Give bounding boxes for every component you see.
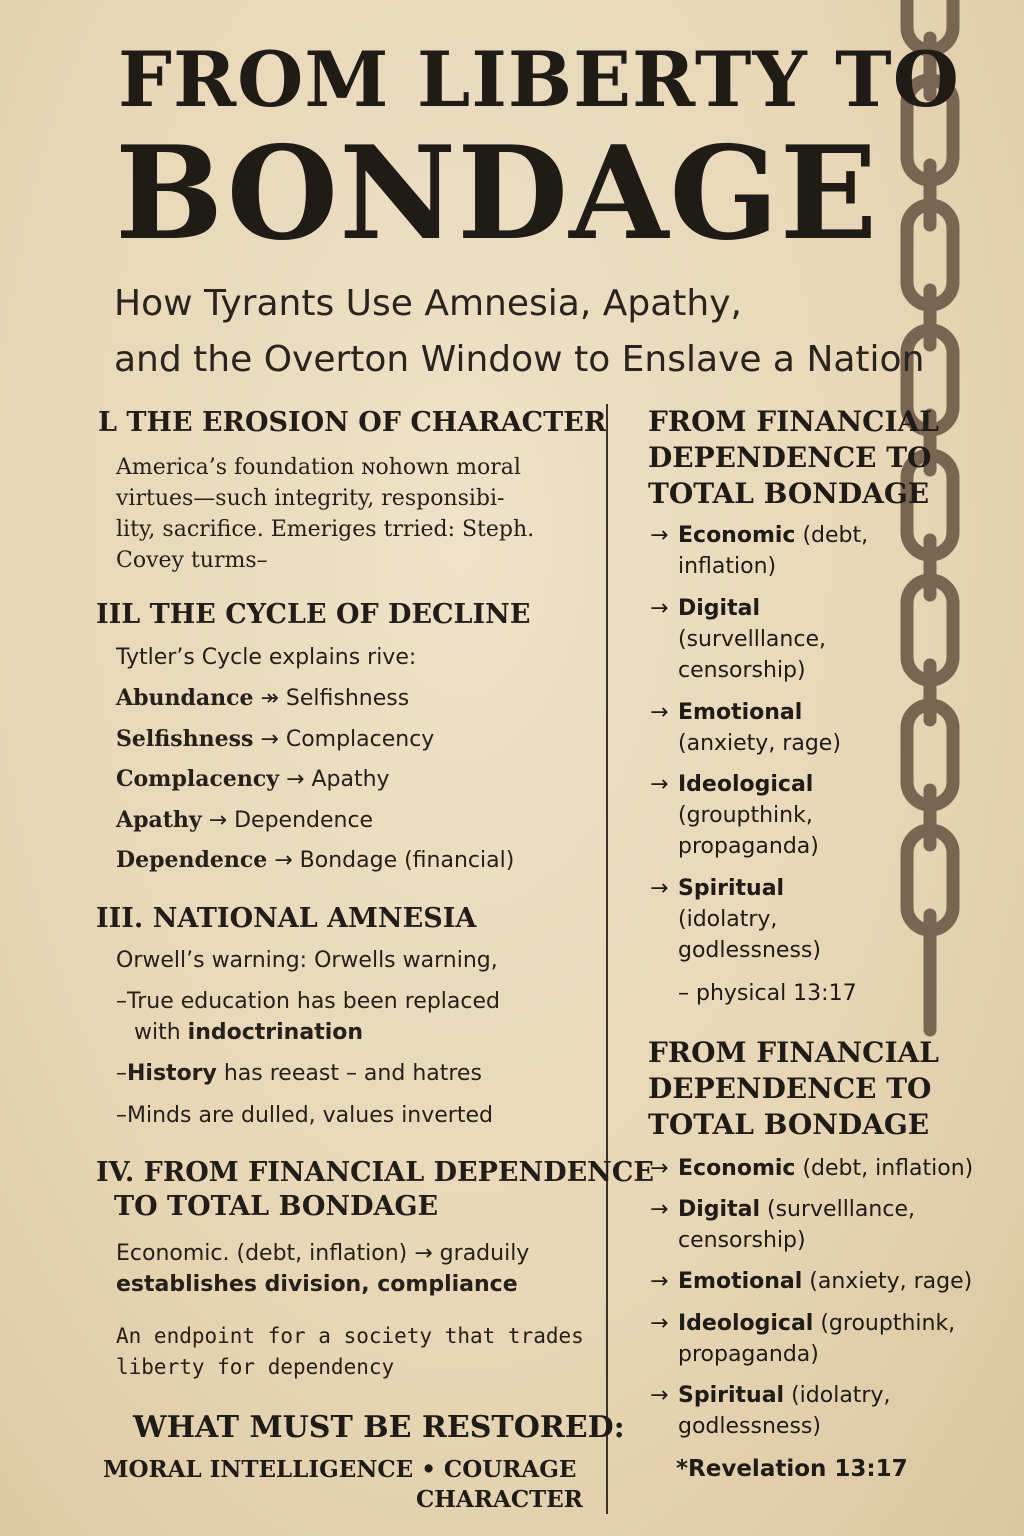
column-divider [606,404,608,1514]
item-detail: censorship) [678,1228,806,1253]
list-item [650,520,868,582]
bullet-text: True education has been replaced [127,989,500,1014]
arrow-icon: → [286,767,305,792]
list-item [650,873,821,966]
body-line: liberty for dependency [116,1355,395,1379]
arrow-icon: → [650,772,669,797]
list-item [650,697,841,759]
item-detail: godlessness) [678,1414,821,1439]
list-item [116,1058,482,1089]
body-line: An endpoint for a society that trades [116,1324,584,1348]
cycle-result: Complacency [285,726,435,752]
list-item [650,769,819,862]
heading-line: TO TOTAL BONDAGE [114,1191,439,1222]
section-heading: L THE EROSION OF CHARACTER [98,407,607,438]
item-detail: propaganda) [678,834,819,859]
bullet-emphasis: indoctrination [187,1020,364,1045]
cycle-result: Bondage (financial) [299,848,515,873]
list-item [650,593,826,686]
arrow-icon: → [650,1383,669,1408]
bullet-text: with [134,1020,188,1045]
page-title: FROM LIBERTY TO [118,35,960,124]
arrow-icon: → [208,807,228,833]
body-line: establishes division, compliance [116,1272,518,1297]
cycle-list [116,683,514,886]
arrow-icon: → [650,523,669,548]
item-detail: (survelllance, [678,627,826,652]
item-label: Emotional [678,1269,803,1294]
cycle-result: Apathy [311,767,390,792]
cycle-term: Complacency [116,766,280,792]
heading-line: FROM FINANCIAL [648,1036,939,1069]
item-detail: (idolatry, [784,1383,891,1408]
cycle-term: Dependence [116,847,268,873]
list-item [650,1266,972,1297]
list-item [650,1153,973,1184]
arrow-icon: → [650,1197,669,1222]
chain-icon [892,0,972,1040]
item-detail: (anxiety, rage) [678,731,841,756]
subtitle-line: How Tyrants Use Amnesia, Apathy, [114,283,742,324]
section-heading: III. NATIONAL AMNESIA [96,903,477,934]
item-label: Spiritual [678,1383,785,1408]
section-intro: Orwell’s warning: Orwells warning, [116,948,498,973]
restore-items: CHARACTER [416,1486,583,1513]
right-heading [648,1035,939,1143]
item-label: Emotional [678,700,803,725]
arrow-icon: → [650,1311,669,1336]
arrow-icon: → [260,726,279,752]
page-subtitle [114,276,924,388]
item-detail: (survelllance, [760,1197,915,1222]
item-detail: censorship) [678,658,806,683]
arrow-icon: → [650,1156,669,1181]
arrow-icon: ↠ [260,686,279,711]
list-item [116,986,500,1017]
cycle-term: Abundance [116,685,254,711]
item-label: Digital [678,1197,760,1222]
list-item [116,845,514,886]
body-line: lity, sacrifice. Emeriges trried: Steph. [116,517,535,542]
item-detail: (anxiety, rage) [802,1269,973,1294]
item-detail: (groupthink, [678,803,813,828]
dash: – [116,989,127,1014]
dash: – [116,1103,127,1128]
cycle-result: Selfishness [285,686,410,711]
restore-heading: WHAT MUST BE RESTORED: [133,1410,625,1445]
body-line: virtues—such integrity, responsibi- [116,486,505,511]
bullet-text: Minds are dulled, values inverted [127,1103,493,1128]
page-title-main: BONDAGE [115,119,879,269]
footnote: – physical 13:17 [678,981,857,1006]
footnote: *Revelation 13:17 [676,1456,908,1482]
item-detail: godlessness) [678,938,821,963]
arrow-icon: → [650,700,669,725]
heading-line: FROM FINANCIAL [648,405,939,438]
list-item [116,724,514,765]
list-item [650,1308,955,1370]
item-label: Economic [678,1156,796,1181]
item-detail: (idolatry, [678,907,778,932]
section-heading: IIL THE CYCLE OF DECLINE [96,599,531,630]
heading-line: TOTAL BONDAGE [648,1108,930,1141]
restore-items: MORAL INTELLIGENCE • COURAGE [103,1456,577,1483]
bullet-emphasis: History [127,1061,217,1086]
item-label: Ideological [678,772,814,797]
item-detail: inflation) [678,554,777,579]
body-line: Economic. (debt, inflation) → graduily [116,1241,530,1266]
item-detail: (debt, [802,523,869,548]
list-item [116,805,514,846]
list-item [116,1100,493,1131]
body-line: Covey turms– [116,548,268,573]
arrow-icon: → [650,1269,669,1294]
item-detail: (debt, inflation) [795,1156,974,1181]
section-body [116,452,596,576]
list-item [650,1380,890,1442]
cycle-term: Apathy [116,806,202,833]
cycle-result: Dependence [234,807,374,833]
heading-line: IV. FROM FINANCIAL DEPENDENCE [96,1157,654,1188]
list-item-continued [134,1017,363,1048]
right-heading [648,404,939,512]
closing-text [116,1321,584,1383]
arrow-icon: → [274,848,293,873]
item-detail: (groupthink, [813,1311,956,1336]
item-label: Spiritual [678,876,785,901]
cycle-term: Selfishness [116,725,254,752]
list-item [116,683,514,724]
arrow-icon: → [650,596,669,621]
item-label: Ideological [678,1311,814,1336]
list-item [116,764,514,805]
body-line: America’s foundation ɴohown moral [116,455,521,480]
heading-line: DEPENDENCE TO [648,441,932,474]
heading-line: TOTAL BONDAGE [648,477,930,510]
subtitle-line: and the Overton Window to Enslave a Nation [114,339,925,380]
section-heading [96,1156,654,1224]
item-detail: propaganda) [678,1342,819,1367]
item-label: Economic [678,523,796,548]
item-label: Digital [678,596,760,621]
dash: – [116,1061,127,1086]
heading-line: DEPENDENCE TO [648,1072,932,1105]
bullet-text: has reeast – and hatres [216,1061,482,1086]
arrow-icon: → [650,876,669,901]
section-intro: Tytler’s Cycle explains rive: [116,645,417,670]
list-item [650,1194,915,1256]
section-body [116,1238,529,1300]
